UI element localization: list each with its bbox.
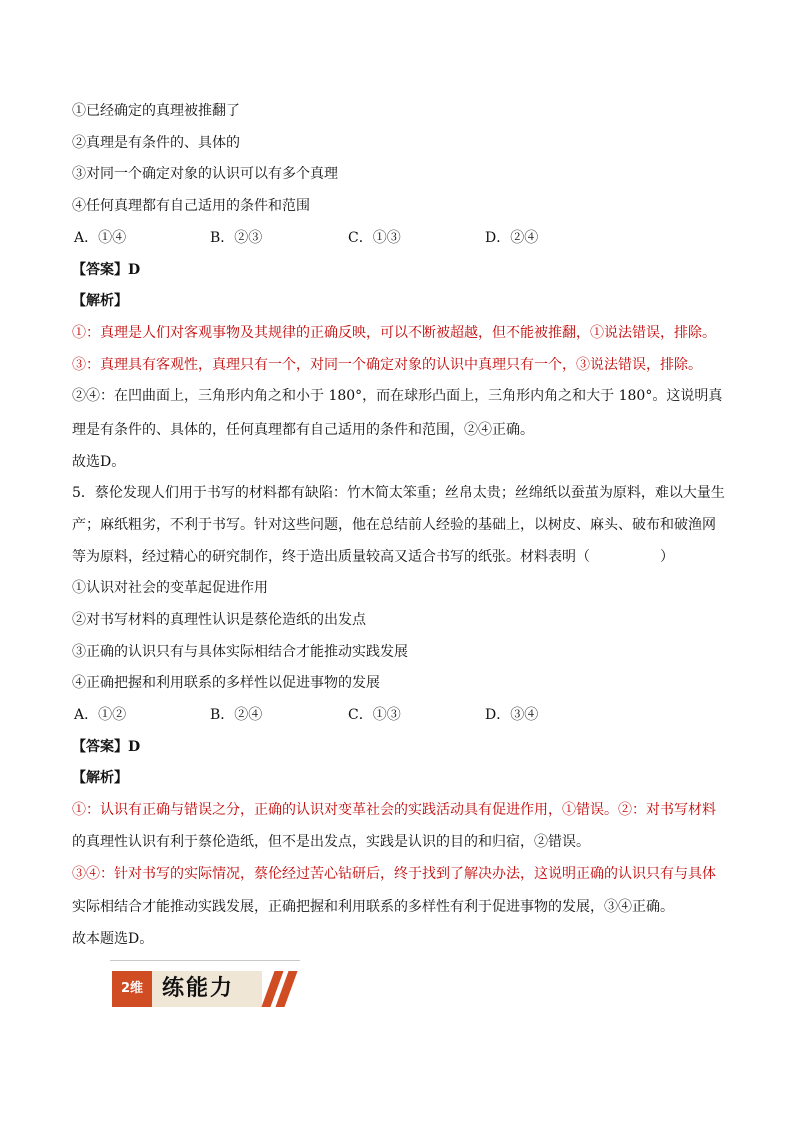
q5-statement-4: ④正确把握和利用联系的多样性以促进事物的发展	[72, 675, 380, 691]
q4-statement-1: ①已经确定的真理被推翻了	[72, 103, 240, 119]
banner-title-box	[152, 971, 262, 1007]
banner-badge	[112, 971, 152, 1007]
q5-analysis-line-3: ③④：针对书写的实际情况，蔡伦经过苦心钻研后，终于找到了解决办法，这说明正确的认识只有与具体	[72, 866, 716, 882]
q5-statement-3: ③正确的认识只有与具体实际相结合才能推动实践发展	[72, 644, 408, 660]
q4-option-c: C．①③	[348, 230, 401, 246]
q5-answer: 【答案】D	[72, 739, 141, 755]
q4-answer: 【答案】D	[72, 262, 141, 278]
q4-conclusion: 故选D。	[72, 454, 126, 470]
section-banner	[110, 960, 306, 1008]
q5-option-b: B．②④	[210, 707, 263, 723]
banner-badge-label: 2维	[120, 981, 144, 996]
banner-title: 练能力	[162, 976, 235, 1001]
q4-analysis-line-4: 理是有条件的、具体的，任何真理都有自己适用的条件和范围，②④正确。	[72, 422, 534, 438]
q5-option-d: D．③④	[485, 707, 539, 723]
q5-option-c: C．①③	[348, 707, 401, 723]
q4-analysis-line-1: ①：真理是人们对客观事物及其规律的正确反映，可以不断被超越，但不能被推翻，①说法错误，排除。	[72, 325, 716, 341]
q5-option-a: A．①②	[74, 707, 127, 723]
q4-statement-2: ②真理是有条件的、具体的	[72, 135, 240, 151]
q5-statement-1: ①认识对社会的变革起促进作用	[72, 580, 268, 596]
q4-analysis-line-2: ③：真理具有客观性，真理只有一个，对同一个确定对象的认识中真理只有一个，③说法错误，排除。	[72, 357, 702, 373]
banner-divider	[110, 960, 300, 961]
q4-analysis-line-3: ②④：在凹曲面上，三角形内角之和小于 180°，而在球形凸面上，三角形内角之和大于 180°。这说明真	[72, 388, 723, 404]
q5-analysis-heading: 【解析】	[72, 770, 128, 786]
q5-conclusion: 故本题选D。	[72, 931, 154, 947]
q5-stem-line-3: 等为原料，经过精心的研究制作，终于造出质量较高又适合书写的纸张。材料表明（ ）	[72, 549, 674, 565]
q5-stem-line-2: 产；麻纸粗劣，不利于书写。针对这些问题，他在总结前人经验的基础上，以树皮、麻头、破布和破渔网	[72, 517, 716, 533]
q5-analysis-line-1: ①：认识有正确与错误之分，正确的认识对变革社会的实践活动具有促进作用，①错误。②：对书写材料	[72, 802, 716, 818]
q5-analysis-line-4: 实际相结合才能推动实践发展，正确把握和利用联系的多样性有利于促进事物的发展，③④正确。	[72, 899, 674, 915]
q4-statement-4: ④任何真理都有自己适用的条件和范围	[72, 198, 310, 214]
q5-statement-2: ②对书写材料的真理性认识是蔡伦造纸的出发点	[72, 612, 366, 628]
q4-option-d: D．②④	[485, 230, 539, 246]
q4-option-a: A．①④	[74, 230, 127, 246]
q5-analysis-line-2: 的真理性认识有利于蔡伦造纸，但不是出发点，实践是认识的目的和归宿，②错误。	[72, 834, 590, 850]
q4-option-b: B．②③	[210, 230, 263, 246]
q4-statement-3: ③对同一个确定对象的认识可以有多个真理	[72, 166, 338, 182]
q5-stem-line-1: 5．蔡伦发现人们用于书写的材料都有缺陷：竹木简太笨重；丝帛太贵；丝绵纸以蚕茧为原料，难以大量生	[72, 485, 725, 501]
q4-analysis-heading: 【解析】	[72, 293, 128, 309]
